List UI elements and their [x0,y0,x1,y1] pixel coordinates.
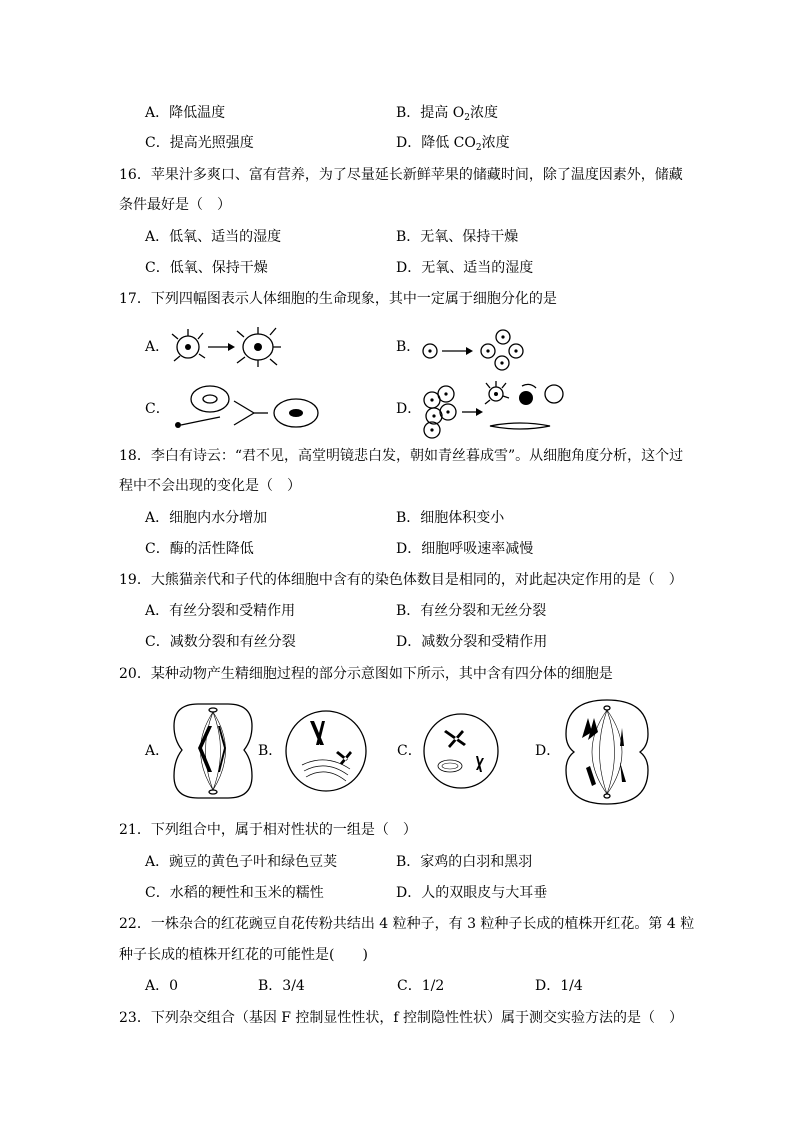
q18-option-c: C．酶的活性降低 [145,541,254,557]
q20-figure-c [420,708,502,794]
q22-option-c: C．1/2 [397,978,445,994]
q18-option-d: D．细胞呼吸速率减慢 [396,541,534,557]
q20-label-a: A． [145,743,170,759]
q22-option-d: D．1/4 [535,978,583,994]
q19-option-b: B．有丝分裂和无丝分裂 [396,603,547,619]
q18-option-a: A．细胞内水分增加 [145,510,268,526]
q15-option-b: B．提高 $O_2$浓度 [396,105,498,123]
q19-option-d: D．减数分裂和受精作用 [396,634,548,650]
q18-stem-line-2: 程中不会出现的变化是（ ） [119,478,301,494]
q16-option-b: B．无氧、保持干燥 [396,229,519,245]
q23-stem: 23．下列杂交组合（基因 F 控制显性性状，f 控制隐性性状）属于测交实验方法的是（ ） [119,1010,684,1026]
q16-stem-line-1: 16．苹果汁多爽口、富有营养，为了尽量延长新鲜苹果的储藏时间，除了温度因素外，储藏 [119,167,683,183]
q20-label-b: B． [258,743,283,759]
q16-option-a: A．低氧、适当的湿度 [145,229,282,245]
q20-label-d: D． [535,743,561,759]
q21-option-b: B．家鸡的白羽和黑羽 [396,854,533,870]
q18-option-b: B．细胞体积变小 [396,510,505,526]
q16-stem-line-2: 条件最好是（ ） [119,197,231,213]
q21-option-d: D．人的双眼皮与大耳垂 [396,885,548,901]
q20-figure-b [282,705,370,797]
q16-option-d: D．无氧、适当的湿度 [396,260,534,276]
q15-option-a: A．降低温度 [145,105,226,121]
q17-label-d: D． [396,401,422,417]
q22-option-a: A．0 [145,978,179,994]
q16-option-c: C．低氧、保持干燥 [145,260,268,276]
q17-figure-a [170,325,285,375]
q21-option-c: C．水稻的粳性和玉米的糯性 [145,885,324,901]
q20-stem: 20．某种动物产生精细胞过程的部分示意图如下所示，其中含有四分体的细胞是 [119,666,613,682]
q15-option-d: D．降低 $CO_2$浓度 [396,135,510,153]
q20-figure-a [168,700,258,802]
q19-option-a: A．有丝分裂和受精作用 [145,603,296,619]
q21-stem: 21．下列组合中，属于相对性状的一组是（ ） [119,822,417,838]
q17-stem: 17．下列四幅图表示人体细胞的生命现象，其中一定属于细胞分化的是 [119,291,557,307]
q22-option-b: B．3/4 [258,978,305,994]
q21-option-a: A．豌豆的黄色子叶和绿色豆荚 [145,854,338,870]
q22-stem-line-2: 种子长成的植株开红花的可能性是( ) [119,947,368,963]
q22-stem-line-1: 22．一株杂合的红花豌豆自花传粉共结出 4 粒种子，有 3 粒种子长成的植株开红花。第 4 粒 [119,916,695,932]
q15-option-c: C．提高光照强度 [145,135,254,151]
q18-stem-line-1: 18．李白有诗云：“君不见，高堂明镜悲白发，朝如青丝暮成雪”。从细胞角度分析，这个过 [119,448,684,464]
q17-label-a: A． [145,339,170,355]
q17-figure-b [420,325,530,375]
q19-stem: 19．大熊猫亲代和子代的体细胞中含有的染色体数目是相同的，对此起决定作用的是（ ） [119,572,683,588]
q17-label-b: B． [396,339,421,355]
q17-label-c: C． [145,401,170,417]
q20-figure-d [562,698,652,806]
q17-figure-d [420,380,590,440]
q19-option-c: C．减数分裂和有丝分裂 [145,634,296,650]
q20-label-c: C． [397,743,422,759]
q17-figure-c [170,385,330,435]
